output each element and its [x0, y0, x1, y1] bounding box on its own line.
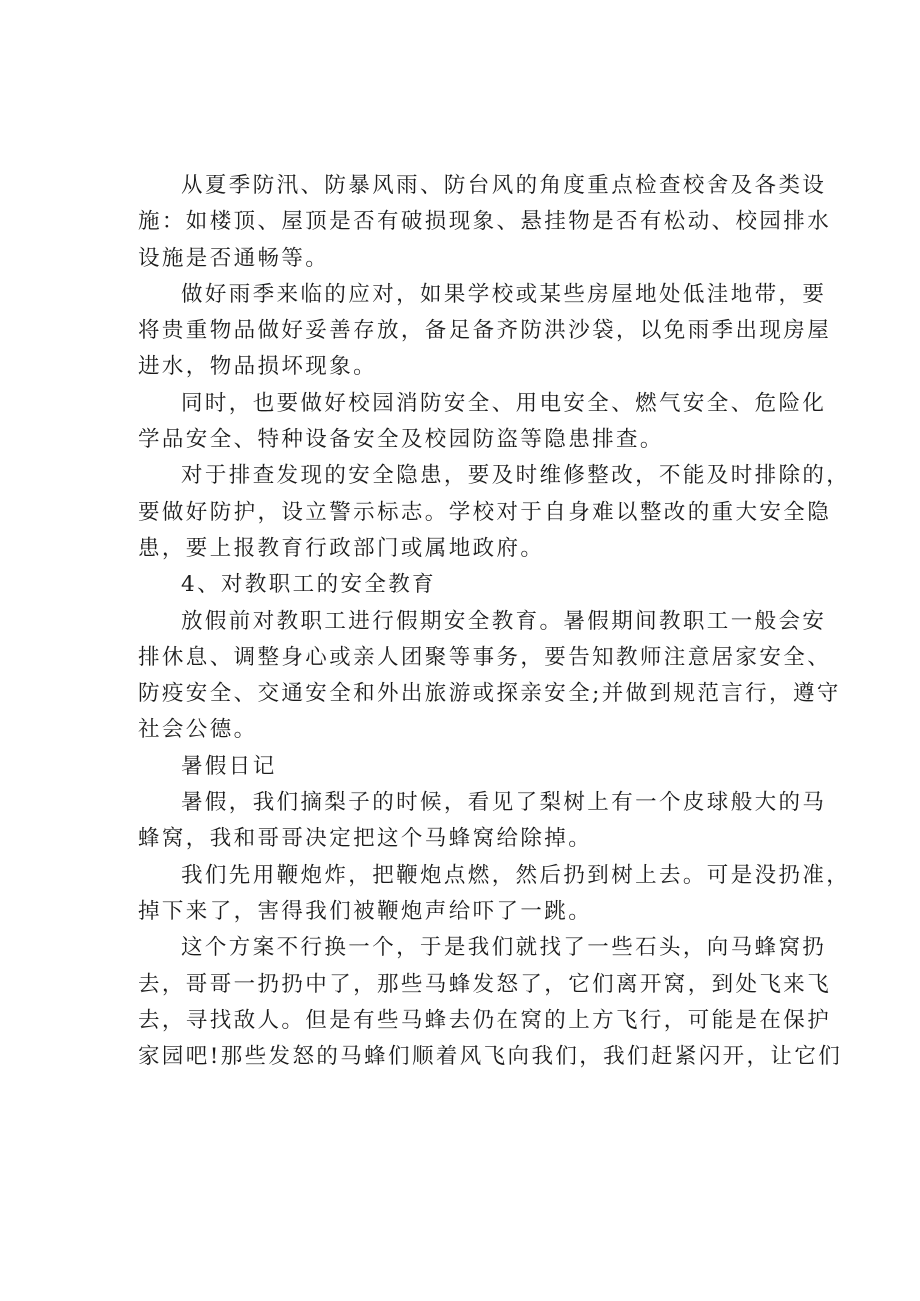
text-line: 做好雨季来临的应对，如果学校或某些房屋地处低洼地带，要 [181, 281, 827, 307]
text-line: 暑假日记 [181, 753, 277, 779]
section-heading-staff-education [138, 567, 783, 603]
text-line: 从夏季防汛、防暴风雨、防台风的角度重点检查校舍及各类设 [181, 173, 827, 198]
text-line: 对于排查发现的安全隐患，要及时维修整改，不能及时排除的， [181, 463, 851, 489]
text-line: 我们先用鞭炮炸，把鞭炮点燃，然后扔到树上去。可是没扔准， [181, 862, 851, 888]
text-line: 防疫安全、交通安全和外出旅游或探亲安全;并做到规范言行，遵守 [138, 681, 841, 707]
text-line: 蜂窝，我和哥哥决定把这个马蜂窝给除掉。 [138, 826, 593, 852]
text-line: 同时，也要做好校园消防安全、用电安全、燃气安全、危险化 [181, 390, 827, 416]
section-heading-diary [138, 749, 783, 785]
paragraph-flood-inspection [138, 168, 832, 277]
text-line: 这个方案不行换一个，于是我们就找了一些石头，向马蜂窝扔 [181, 935, 827, 961]
text-line: 要做好防护，设立警示标志。学校对于自身难以整改的重大安全隐 [138, 499, 832, 525]
paragraph-staff-education [138, 604, 841, 749]
text-line: 4、对教职工的安全教育 [181, 572, 437, 598]
text-line: 暑假，我们摘梨子的时候，看见了梨树上有一个皮球般大的马 [181, 790, 827, 816]
paragraph-hazard-fix [138, 458, 851, 567]
text-line: 掉下来了，害得我们被鞭炮声给吓了一跳。 [138, 898, 593, 924]
text-line: 排休息、调整身心或亲人团聚等事务，要告知教师注意居家安全、 [138, 644, 832, 670]
text-line: 放假前对教职工进行假期安全教育。暑假期间教职工一般会安 [181, 608, 827, 634]
paragraph-safety-check [138, 386, 827, 459]
document-body [138, 168, 851, 1075]
text-line: 去，寻找敌人。但是有些马蜂去仍在窝的上方飞行，可能是在保护 [138, 1007, 832, 1033]
text-line: 将贵重物品做好妥善存放，备足备齐防洪沙袋，以免雨季出现房屋 [138, 318, 832, 344]
text-line: 社会公德。 [138, 717, 258, 743]
text-line: 学品安全、特种设备安全及校园防盗等隐患排查。 [138, 427, 664, 453]
text-line: 患，要上报教育行政部门或属地政府。 [138, 535, 545, 561]
text-line: 去，哥哥一扔扔中了，那些马蜂发怒了，它们离开窝，到处飞来飞 [138, 971, 832, 997]
paragraph-diary-stones [138, 930, 843, 1075]
text-line: 家园吧!那些发怒的马蜂们顺着风飞向我们，我们赶紧闪开，让它们 [138, 1044, 843, 1070]
text-line: 进水，物品损坏现象。 [138, 354, 378, 380]
text-line: 设施是否通畅等。 [138, 245, 330, 271]
paragraph-diary-firecracker [138, 858, 851, 931]
text-line: 施：如楼顶、屋顶是否有破损现象、悬挂物是否有松动、校园排水 [138, 209, 832, 235]
paragraph-rainy-season [138, 277, 832, 386]
paragraph-diary-intro [138, 785, 827, 858]
